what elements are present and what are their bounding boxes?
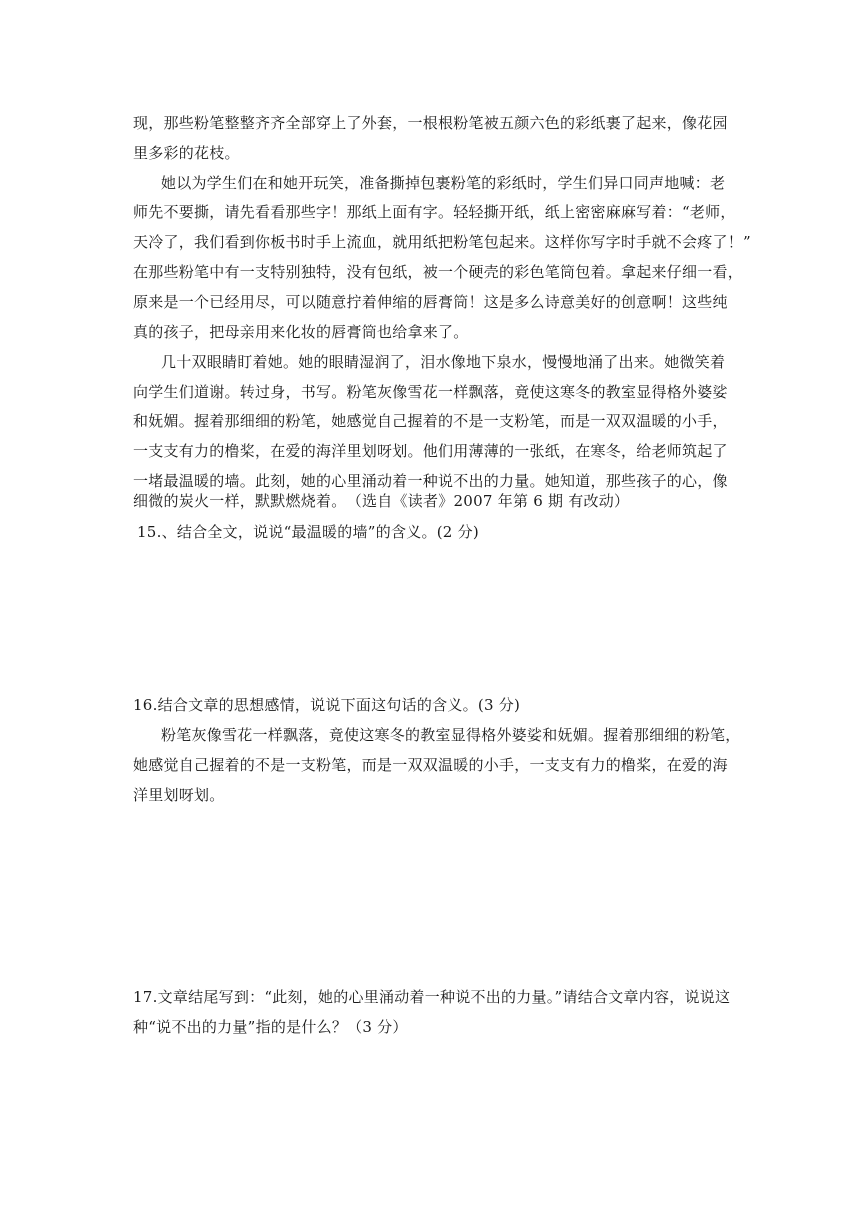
passage-p3-line-4: 一支支有力的橹桨，在爱的海洋里划呀划。他们用薄薄的一张纸，在寒冬，给老师筑起了 xyxy=(133,442,728,460)
passage-p3-line-3: 和妩媚。握着那细细的粉笔，她感觉自己握着的不是一支粉笔，而是一双双温暖的小手， xyxy=(133,412,728,430)
passage-p2-line-5: 原来是一个已经用尽，可以随意拧着伸缩的唇膏筒！这是多么诗意美好的创意啊！这些纯 xyxy=(133,293,728,311)
passage-p3-line-5: 一堵最温暖的墙。此刻，她的心里涌动着一种说不出的力量。她知道，那些孩子的心，像 xyxy=(133,472,728,490)
question-16-quote-line-3: 洋里划呀划。 xyxy=(133,786,225,804)
question-15: 15.、结合全文，说说“最温暖的墙”的含义。(2 分) xyxy=(137,523,479,541)
question-16: 16.结合文章的思想感情，说说下面这句话的含义。(3 分) xyxy=(133,696,521,714)
passage-p2-line-4: 在那些粉笔中有一支特别独特，没有包纸，被一个硬壳的彩色笔筒包着。拿起来仔细一看， xyxy=(133,263,744,281)
passage-p3-line-1: 几十双眼睛盯着她。她的眼睛湿润了，泪水像地下泉水，慢慢地涌了出来。她微笑着 xyxy=(161,353,726,371)
passage-p1-line-2: 里多彩的花枝。 xyxy=(133,144,240,162)
passage-p2-line-3: 天冷了，我们看到你板书时手上流血，就用纸把粉笔包起来。这样你写字时手就不会疼了！” xyxy=(133,233,751,251)
question-17-line-2: 种“说不出的力量”指的是什么？（3 分） xyxy=(133,1018,408,1036)
question-16-quote-line-2: 她感觉自己握着的不是一支粉笔，而是一双双温暖的小手，一支支有力的橹桨，在爱的海 xyxy=(133,756,728,774)
passage-p2-line-6: 真的孩子，把母亲用来化妆的唇膏筒也给拿来了。 xyxy=(133,323,469,341)
passage-p2-line-2: 师先不要撕，请先看看那些字！那纸上面有字。轻轻撕开纸，纸上密密麻麻写着：“老师， xyxy=(133,203,736,221)
question-16-quote-line-1: 粉笔灰像雪花一样飘落，竟使这寒冬的教室显得格外婆娑和妩媚。握着那细细的粉笔， xyxy=(161,726,741,744)
passage-p2-line-1: 她以为学生们在和她开玩笑，准备撕掉包裹粉笔的彩纸时，学生们异口同声地喊：老 xyxy=(161,174,726,192)
passage-p1-line-1: 现，那些粉笔整整齐齐全部穿上了外套，一根根粉笔被五颜六色的彩纸裹了起来，像花园 xyxy=(133,114,728,132)
passage-p3-line-6: 细微的炭火一样，默默燃烧着。 （选自《读者》2007 年第 6 期 有改动） xyxy=(133,492,630,510)
question-17-line-1: 17.文章结尾写到：“此刻，她的心里涌动着一种说不出的力量。”请结合文章内容，说说这 xyxy=(133,988,731,1006)
passage-p3-line-2: 向学生们道谢。转过身，书写。粉笔灰像雪花一样飘落，竟使这寒冬的教室显得格外婆娑 xyxy=(133,383,728,401)
